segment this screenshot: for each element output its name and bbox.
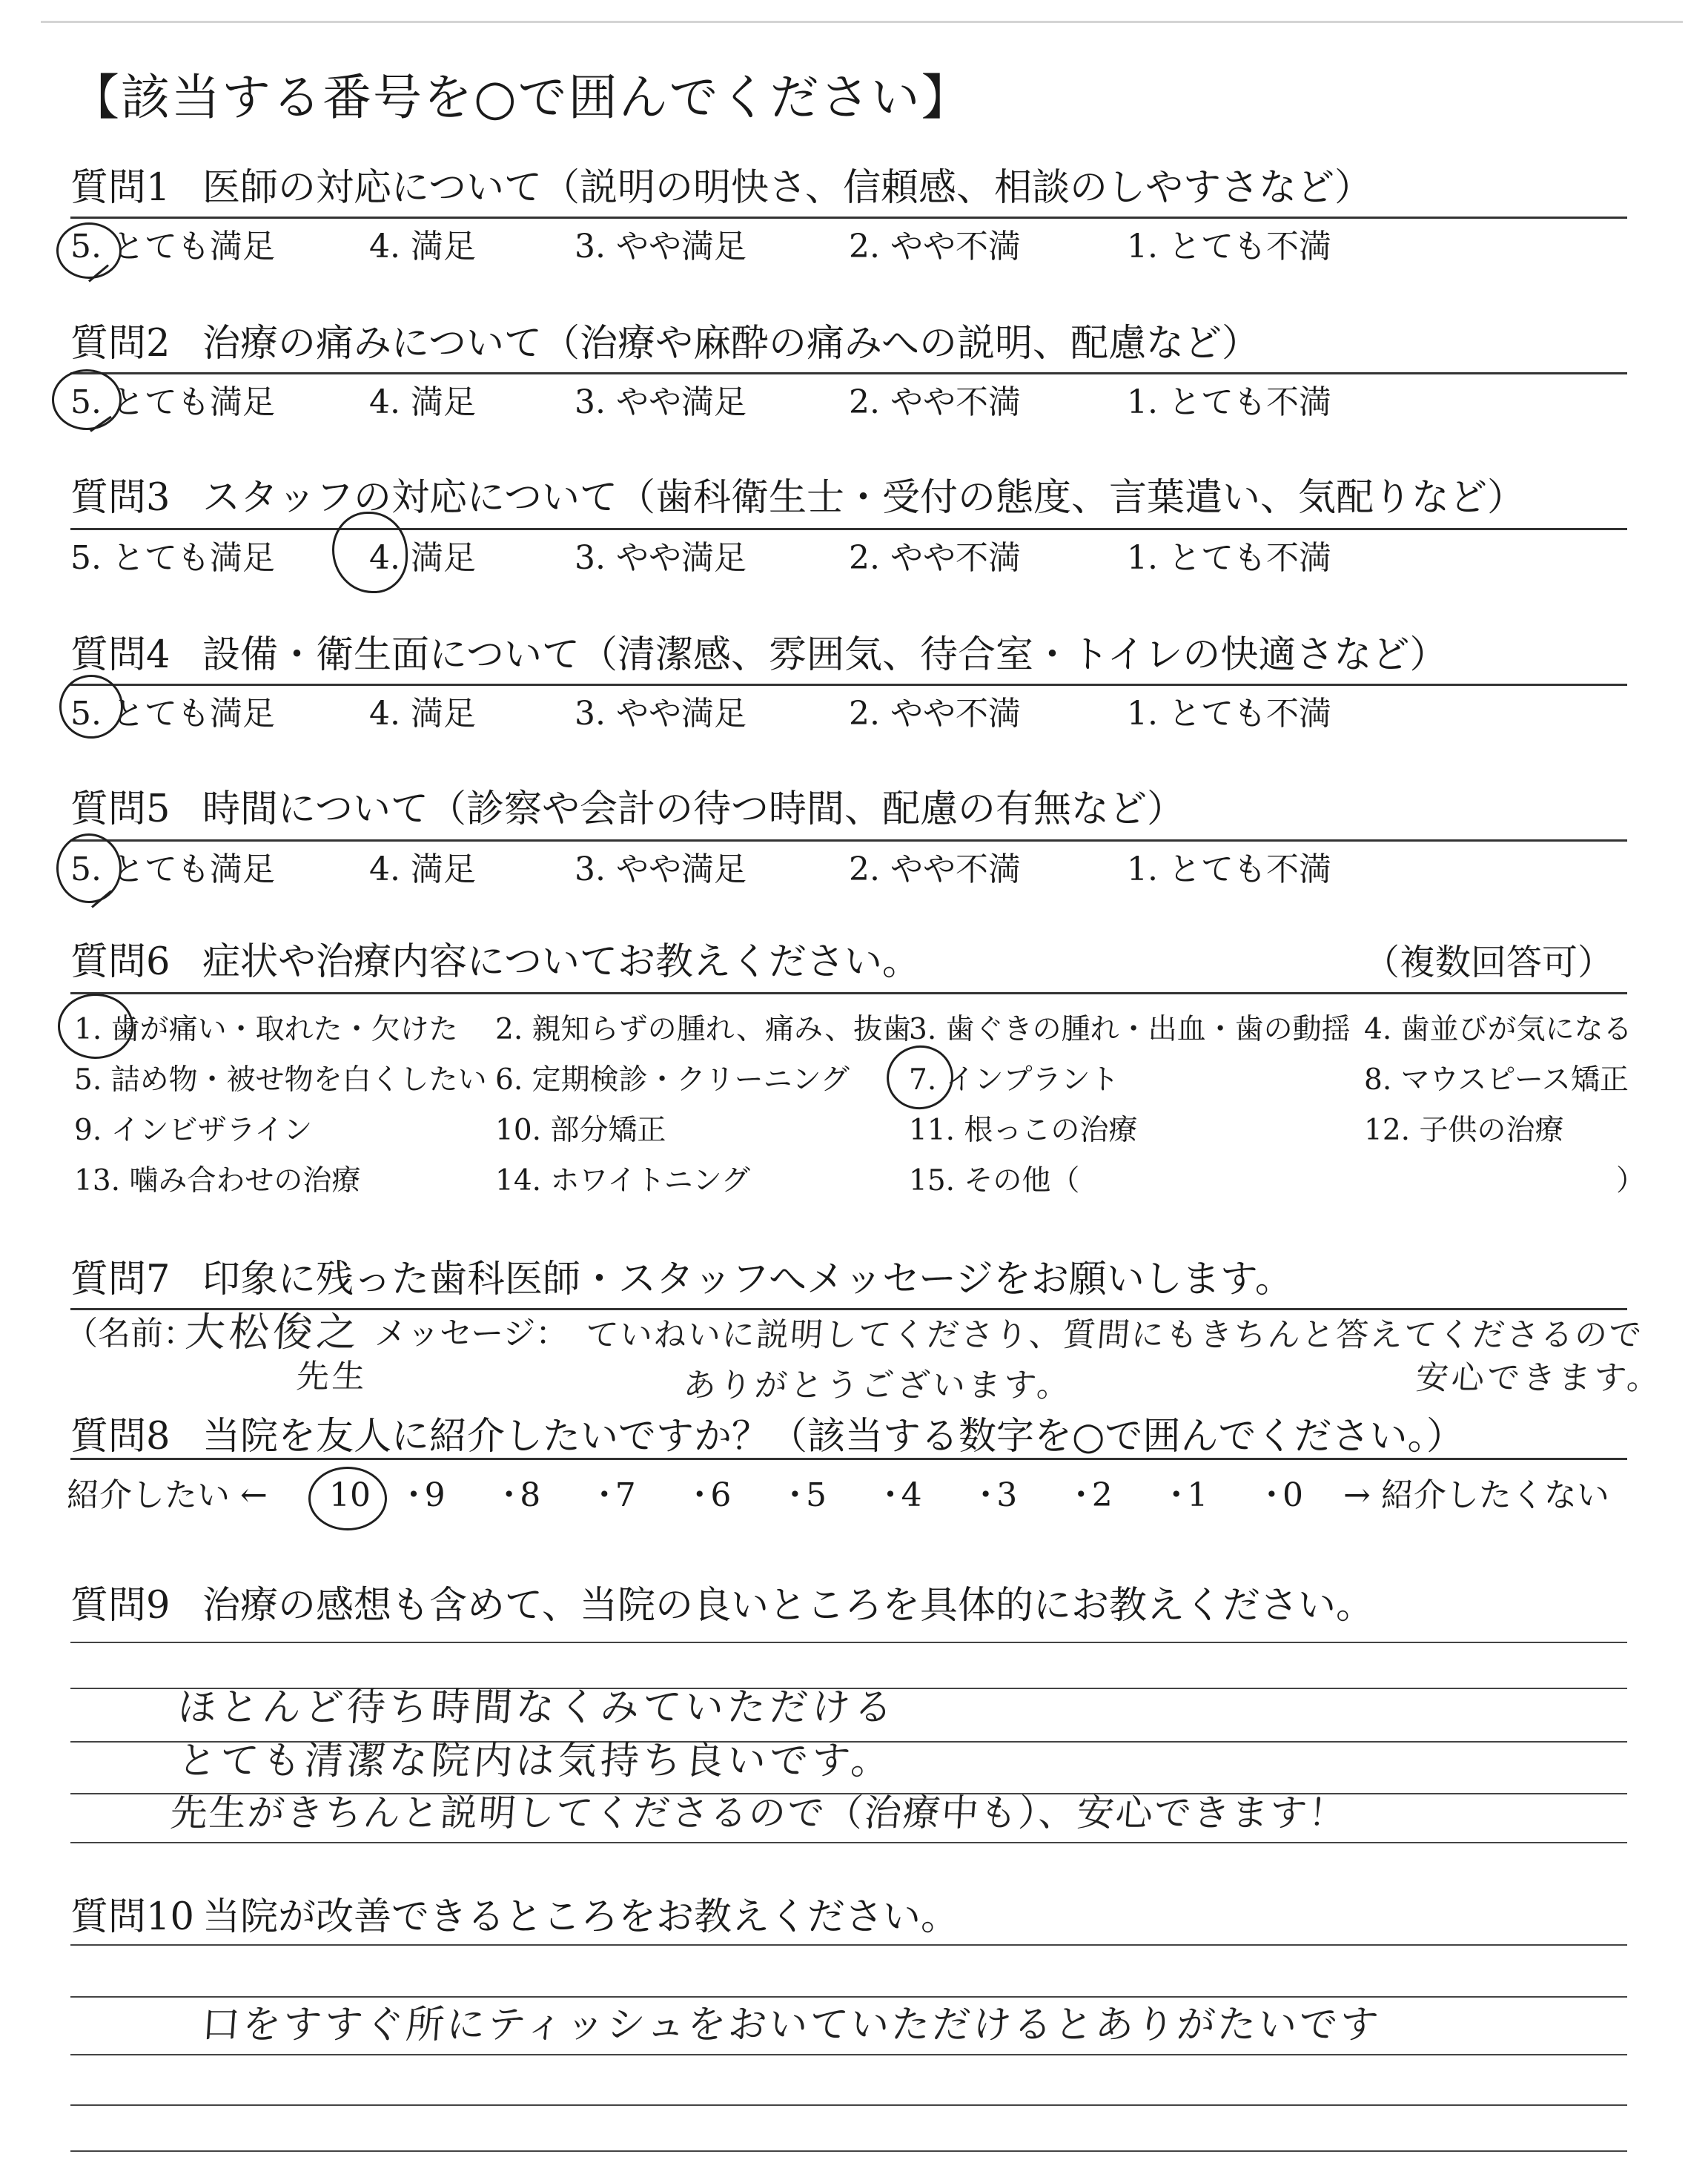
answer-line — [70, 2104, 1627, 2106]
scale-value-2[interactable]: 2 — [1091, 1476, 1113, 1514]
q8-selection-circle — [308, 1467, 387, 1530]
top-border — [41, 21, 1683, 23]
q3-option-1[interactable]: 1. とても不満 — [1127, 539, 1331, 577]
question-6 — [70, 939, 920, 986]
answer-line — [70, 1944, 1627, 1946]
multiple-answers-note: （複数回答可） — [1364, 942, 1614, 983]
scale-value-0[interactable]: 0 — [1282, 1476, 1303, 1514]
answer-line — [70, 1642, 1627, 1643]
question-number: 質問7 — [70, 1258, 171, 1301]
q5-option-1[interactable]: 1. とても不満 — [1127, 851, 1331, 888]
scale-value-5[interactable]: 5 — [806, 1476, 827, 1514]
message-label: メッセージ： — [374, 1315, 569, 1353]
q1-option-4[interactable]: 4. 満足 — [369, 228, 476, 265]
scale-separator-dot: ・ — [588, 1476, 621, 1514]
question-number: 質問9 — [70, 1584, 171, 1628]
q2-option-5[interactable]: 5. とても満足 — [70, 383, 275, 421]
question-5 — [70, 786, 1185, 833]
q4-option-1[interactable]: 1. とても不満 — [1127, 695, 1331, 733]
question-number: 質問2 — [70, 322, 171, 366]
question-text: 治療の感想も含めて、当院の良いところを具体的にお教えください。 — [202, 1584, 1374, 1628]
scale-value-8[interactable]: 8 — [520, 1476, 541, 1514]
q1-option-5[interactable]: 5. とても満足 — [70, 228, 275, 265]
question-divider — [70, 992, 1627, 994]
question-divider — [70, 217, 1627, 219]
q6-item-10[interactable]: 10. 部分矯正 — [495, 1114, 666, 1147]
q3-option-2[interactable]: 2. やや不満 — [849, 539, 1021, 577]
recommend-left-label: 紹介したい ← — [67, 1476, 268, 1514]
q5-option-4[interactable]: 4. 満足 — [369, 851, 476, 888]
question-text: 当院が改善できるところをお教えください。 — [202, 1895, 959, 1939]
answer-line — [70, 1996, 1627, 1998]
form-heading: 【該当する番号を○で囲んでください】 — [70, 69, 972, 126]
scale-value-3[interactable]: 3 — [996, 1476, 1018, 1514]
question-divider — [70, 839, 1627, 842]
question-number: 質問3 — [70, 476, 171, 520]
q2-option-3[interactable]: 3. やや満足 — [575, 383, 747, 421]
q1-option-2[interactable]: 2. やや不満 — [849, 228, 1021, 265]
q4-option-3[interactable]: 3. やや満足 — [575, 695, 747, 733]
question-divider — [70, 1458, 1627, 1460]
question-number: 質問1 — [70, 166, 171, 210]
q6-item-11[interactable]: 11. 根っこの治療 — [909, 1114, 1138, 1147]
q6-item-14[interactable]: 14. ホワイトニング — [495, 1164, 750, 1198]
scale-value-4[interactable]: 4 — [901, 1476, 922, 1514]
q2-option-1[interactable]: 1. とても不満 — [1127, 383, 1331, 421]
q4-option-4[interactable]: 4. 満足 — [369, 695, 476, 733]
question-text: 設備・衛生面について（清潔感、雰囲気、待合室・トイレの快適さなど） — [202, 633, 1448, 677]
question-text: 治療の痛みについて（治療や麻酔の痛みへの説明、配慮など） — [202, 322, 1260, 366]
scale-separator-dot: ・ — [778, 1476, 812, 1514]
scale-separator-dot: ・ — [1065, 1476, 1098, 1514]
question-8 — [70, 1413, 1464, 1461]
question-1 — [70, 165, 1372, 212]
question-3 — [70, 475, 1525, 522]
question-text: 症状や治療内容についてお教えください。 — [202, 940, 920, 984]
question-2 — [70, 320, 1260, 368]
q6-item-6[interactable]: 6. 定期検診・クリーニング — [495, 1063, 850, 1097]
question-text: 時間について（診察や会計の待つ時間、配慮の有無など） — [202, 787, 1185, 831]
answer-line — [70, 1842, 1627, 1843]
q1-option-3[interactable]: 3. やや満足 — [575, 228, 747, 265]
scale-value-6[interactable]: 6 — [710, 1476, 732, 1514]
scale-separator-dot: ・ — [1159, 1476, 1193, 1514]
scale-separator-dot: ・ — [969, 1476, 1002, 1514]
q6-item-12[interactable]: 12. 子供の治療 — [1364, 1114, 1564, 1147]
scale-value-7[interactable]: 7 — [615, 1476, 636, 1514]
q6-item-13[interactable]: 13. 噛み合わせの治療 — [74, 1164, 361, 1198]
answer-line — [70, 2150, 1627, 2152]
question-text: 医師の対応について（説明の明快さ、信頼感、相談のしやすさなど） — [202, 166, 1372, 210]
q3-option-4[interactable]: 4. 満足 — [369, 539, 476, 577]
q6-item-15[interactable]: 15. その他（ — [909, 1164, 1080, 1198]
q1-selection-circle — [56, 222, 122, 279]
q5-selection-circle — [56, 833, 122, 903]
staff-name[interactable]: 大松俊之 — [183, 1309, 363, 1355]
q3-option-5[interactable]: 5. とても満足 — [70, 539, 275, 577]
question-text: スタッフの対応について（歯科衛生士・受付の態度、言葉遣い、気配りなど） — [202, 476, 1525, 520]
scale-separator-dot: ・ — [492, 1476, 526, 1514]
q2-selection-circle — [52, 369, 122, 430]
q6-item-5[interactable]: 5. 詰め物・被せ物を白くしたい — [74, 1063, 487, 1097]
q6-item-7-circle — [881, 1040, 959, 1116]
question-divider — [70, 684, 1627, 686]
answer-line — [70, 2054, 1627, 2055]
q4-option-2[interactable]: 2. やや不満 — [849, 695, 1021, 733]
question-number: 質問4 — [70, 633, 171, 677]
scale-value-1[interactable]: 1 — [1187, 1476, 1208, 1514]
q4-option-5[interactable]: 5. とても満足 — [70, 695, 275, 733]
q6-item-9[interactable]: 9. インビザライン — [74, 1114, 313, 1147]
question-divider — [70, 528, 1627, 530]
q9-answer-line-1[interactable]: ほとんど待ち時間なくみていただける — [176, 1685, 898, 1730]
q5-option-2[interactable]: 2. やや不満 — [849, 851, 1021, 888]
question-10 — [70, 1894, 959, 1941]
q6-item-1[interactable]: 1. 歯が痛い・取れた・欠けた — [74, 1013, 458, 1046]
message-line-2: ありがとうございます。 — [682, 1367, 1074, 1404]
q6-item-2[interactable]: 2. 親知らずの腫れ、痛み、抜歯 — [495, 1013, 912, 1046]
q6-item-1-circle — [58, 994, 133, 1059]
q6-item-7[interactable]: 7. インプラント — [909, 1063, 1119, 1097]
q2-option-4[interactable]: 4. 満足 — [369, 383, 476, 421]
q10-answer[interactable]: 口をすすぐ所にティッシュをおいていただけるとありがたいです — [199, 2003, 1383, 2047]
question-7 — [70, 1256, 1293, 1304]
q6-item-8[interactable]: 8. マウスピース矯正 — [1364, 1063, 1629, 1097]
q1-option-1[interactable]: 1. とても不満 — [1127, 228, 1331, 265]
q9-answer-line-3[interactable]: 先生がきちんと説明してくださるので（治療中も）、安心できます！ — [168, 1791, 1349, 1834]
message-line-3: 安心できます。 — [1414, 1359, 1664, 1397]
q3-option-3[interactable]: 3. やや満足 — [575, 539, 747, 577]
q5-option-3[interactable]: 3. やや満足 — [575, 851, 747, 888]
question-number: 質問8 — [70, 1415, 171, 1459]
scale-value-9[interactable]: 9 — [424, 1476, 446, 1514]
scale-separator-dot: ・ — [397, 1476, 430, 1514]
question-number: 質問6 — [70, 940, 171, 984]
scale-separator-dot: ・ — [1255, 1476, 1288, 1514]
message-line-1[interactable]: ていねいに説明してくださり、質問にもきちんと答えてくださるので — [584, 1316, 1644, 1354]
question-text: 当院を友人に紹介したいですか？（該当する数字を○で囲んでください。） — [202, 1415, 1465, 1459]
q9-answer-line-2[interactable]: とても清潔な院内は気持ち良いです。 — [176, 1739, 895, 1783]
q6-other-close-paren: ） — [1616, 1164, 1646, 1198]
scale-value-10[interactable]: 10 — [329, 1476, 371, 1514]
q6-item-4[interactable]: 4. 歯並びが気になる — [1364, 1013, 1632, 1046]
staff-title: 先生 — [295, 1358, 369, 1396]
name-label: （名前： — [65, 1315, 196, 1353]
q6-item-3[interactable]: 3. 歯ぐきの腫れ・出血・歯の動揺 — [909, 1013, 1351, 1046]
recommend-right-label: → 紹介したくない — [1343, 1476, 1609, 1514]
question-number: 質問5 — [70, 787, 171, 831]
scale-separator-dot: ・ — [874, 1476, 907, 1514]
q5-option-5[interactable]: 5. とても満足 — [70, 851, 275, 888]
question-divider — [70, 372, 1627, 374]
question-text: 印象に残った歯科医師・スタッフへメッセージをお願いします。 — [202, 1258, 1293, 1301]
scale-separator-dot: ・ — [683, 1476, 716, 1514]
q3-selection-circle — [332, 512, 408, 593]
q4-selection-circle — [59, 675, 123, 739]
question-4 — [70, 632, 1447, 679]
question-number: 質問10 — [70, 1895, 194, 1939]
question-9 — [70, 1582, 1374, 1630]
q2-option-2[interactable]: 2. やや不満 — [849, 383, 1021, 421]
